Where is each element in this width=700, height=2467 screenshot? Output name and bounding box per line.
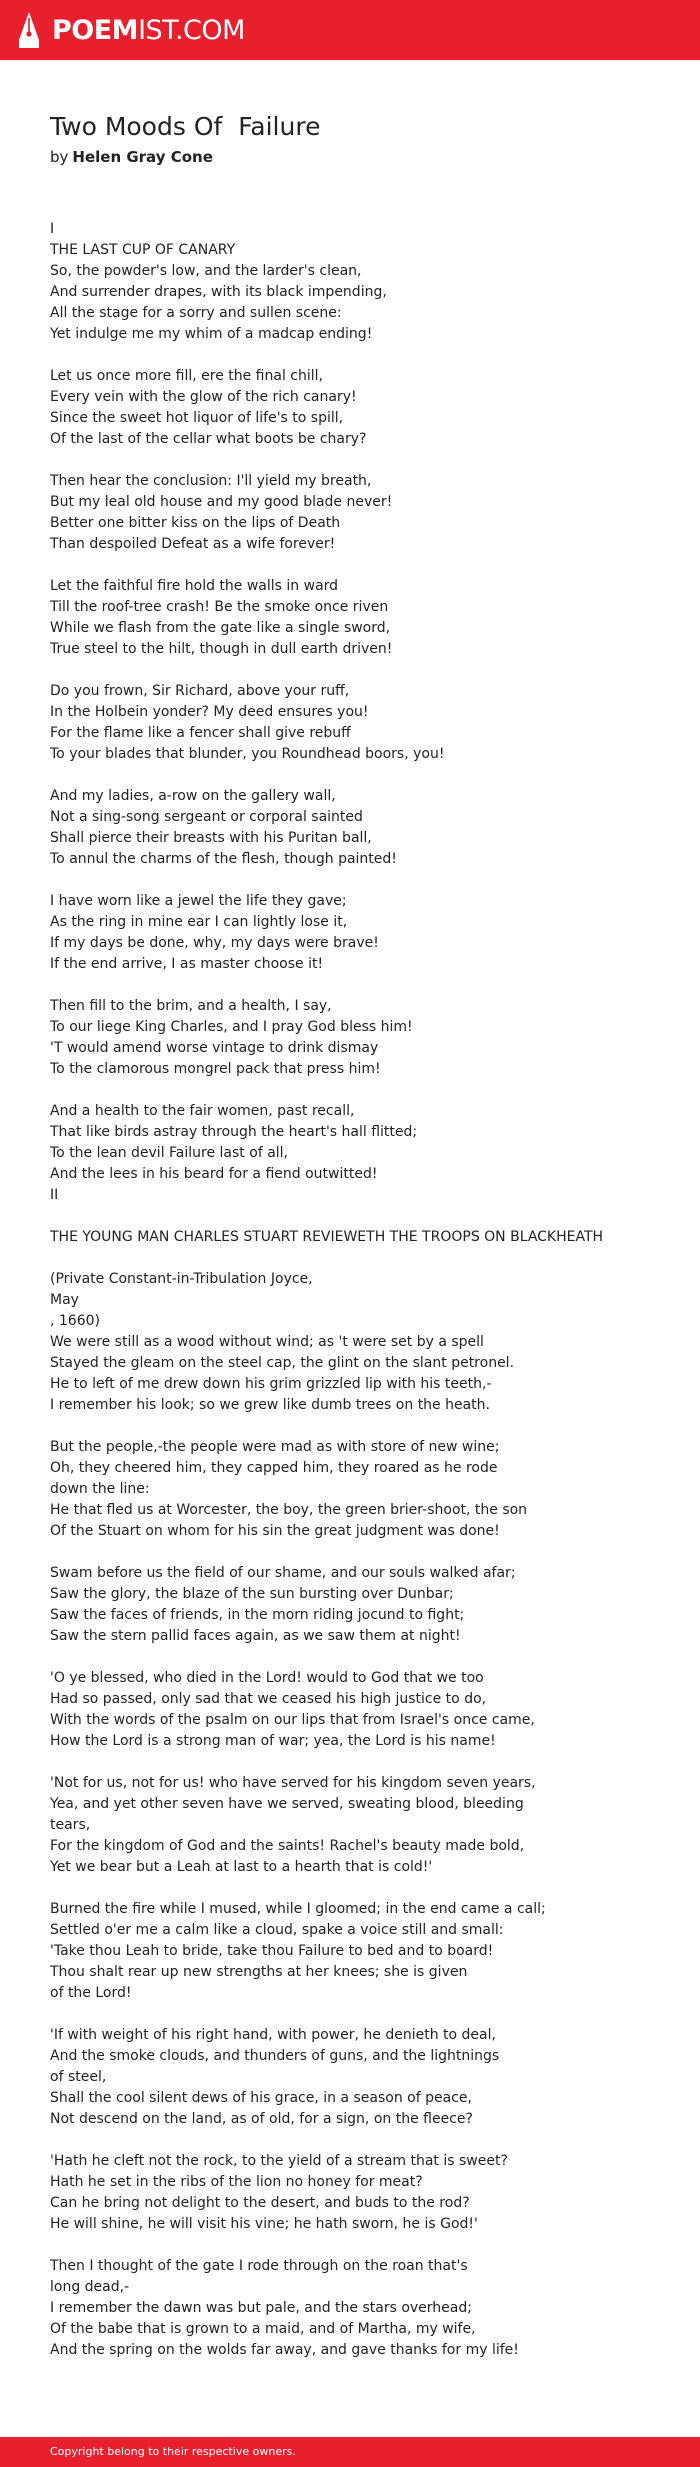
site-logo[interactable] [18,10,245,50]
byline [50,146,670,168]
poem-header [50,110,670,168]
poem-body: I THE LAST CUP OF CANARY So, the powder's low, and the larder's clean, And surrender drapes, with its black impending, All the stage for a sorry and sullen scene: Yet indulge me my whim of a madcap ending! Let us once more fill, ere the final chill, Every vein with the glow of the rich canary! Since the sweet hot liquor of life's to spill, Of the last of the cellar what boots be chary? Then hear the conclusion: I'll yield my breath, But my leal old house and my good blade never! Better one bitter kiss on the lips of Death Than despoiled Defeat as a wife forever! Let the faithful fire hold the walls in ward Till the roof-tree crash! Be the smoke once riven While we flash from the gate like a single sword, True steel to the hilt, though in dull earth driven! Do you frown, Sir Richard, above your ruff, In the Holbein yonder? My deed ensures you! For the flame like a fencer shall give rebuff To your blades that blunder, you Roundhead boors, you! And my ladies, a-row on the gallery wall, Not a sing-song sergeant or corporal sainted Shall pierce their breasts with his Puritan ball, To annul the charms of the flesh, though painted! I have worn like a jewel the life they gave; As the ring in mine ear I can lightly lose it, If my days be done, why, my days were brave! If the end arrive, I as master choose it! Then fill to the brim, and a health, I say, To our liege King Charles, and I pray God bless him! 'T would amend worse vintage to drink dismay To the clamorous mongrel pack that press him! And a health to the fair women, past recall, That like birds astray through the heart's hall flitted; To the lean devil Failure last of all, And the lees in his beard for a fiend outwitted! II THE YOUNG MAN CHARLES STUART REVIEWETH THE TROOPS ON BLACKHEATH (Private Constant-in-Tribulation Joyce, May , 1660) We were still as a wood without wind; as 't were set by a spell Stayed the gleam on the steel cap, the glint on the slant petronel. He to left of me drew down his grim grizzled lip with his teeth,- I remember his look; so we grew like dumb trees on the heath. But the people,-the people were mad as with store of new wine; Oh, they cheered him, they capped him, they roared as he rode down the line: He that fled us at Worcester, the boy, the green brier-shoot, the son Of the Stuart on whom for his sin the great judgment was done! Swam before us the field of our shame, and our souls walked afar; Saw the glory, the blaze of the sun bursting over Dunbar; Saw the faces of friends, in the morn riding jocund to fight; Saw the stern pallid faces again, as we saw them at night! 'O ye blessed, who died in the Lord! would to God that we too Had so passed, only sad that we ceased his high justice to do, With the words of the psalm on our lips that from Israel's once came, How the Lord is a strong man of war; yea, the Lord is his name! 'Not for us, not for us! who have served for his kingdom seven years, Yea, and yet other seven have we served, sweating blood, bleeding tears, For the kingdom of God and the saints! Rachel's beauty made bold, Yet we bear but a Leah at last to a hearth that is cold!' Burned the fire while I mused, while I gloomed; in the end came a call; Settled o'er me a calm like a cloud, spake a voice still and small: 'Take thou Leah to bride, take thou Failure to bed and to board! Thou shalt rear up new strengths at her knees; she is given of the Lord! 'If with weight of his right hand, with power, he denieth to deal, And the smoke clouds, and thunders of guns, and the lightnings of steel, Shall the cool silent dews of his grace, in a season of peace, Not descend on the land, as of old, for a sign, on the fleece? 'Hath he cleft not the rock, to the yield of a stream that is sweet? Hath he set in the ribs of the lion no honey for meat? Can he bring not delight to the desert, and buds to the rod? He will shine, he will visit his vine; he hath sworn, he is God!' Then I thought of the gate I rode through on the roan that's long dead,- I remember the dawn was but pale, and the stars overhead; Of the babe that is grown to a maid, and of Martha, my wife, And the spring on the wolds far away, and gave thanks for my life! [50,221,604,2358]
logo-wordmark [52,14,245,46]
copyright-text: Copyright belong to their respective owners. [50,2445,296,2458]
by-label: by [50,148,69,166]
pen-nib-icon [18,10,40,50]
logo-wordmark-bold: POEM [52,14,139,46]
author-name[interactable]: Helen Gray Cone [72,148,213,166]
logo-wordmark-light: IST.COM [138,14,245,46]
poem-title: Two Moods Of Failure [50,112,321,141]
site-header [0,0,700,60]
site-footer [0,2437,700,2467]
